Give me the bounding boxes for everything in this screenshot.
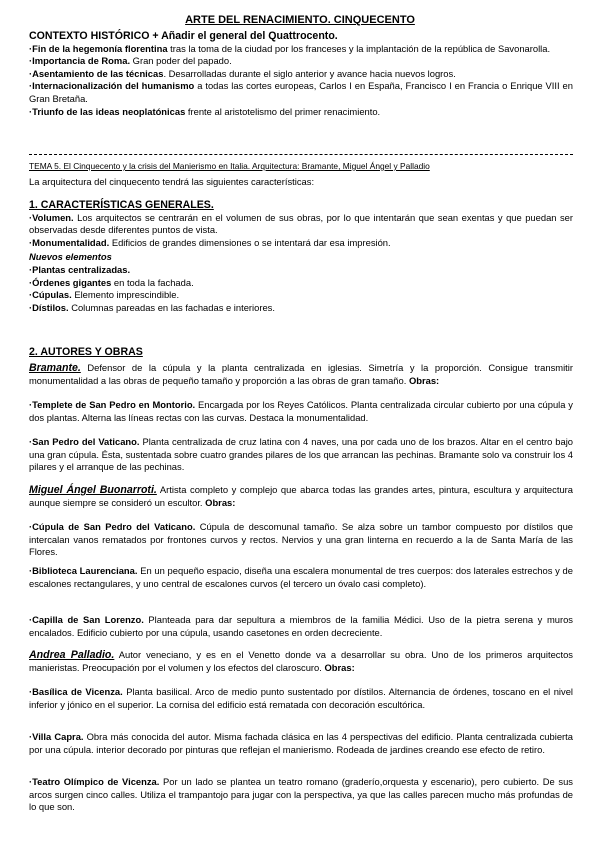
contexto-item xyxy=(29,68,573,81)
obras-label: Obras: xyxy=(324,661,355,673)
contexto-item xyxy=(29,43,573,56)
work-text: Planteada para dar sepultura a miembros de la familia Médici. Uso de la pietra serena y muros encalados. Edificio cubierto por una cúpula, usando casetones en orden decreciente. xyxy=(29,614,573,638)
item-term: ·Asentamiento de las técnicas xyxy=(29,67,164,79)
author-intro xyxy=(29,362,573,387)
author-intro xyxy=(29,649,573,674)
item-text: Columnas pareadas en las fachadas e interiores. xyxy=(68,301,275,313)
item-text: Edificios de grandes dimensiones o se intentará dar esa impresión. xyxy=(109,236,391,248)
item-text: en toda la fachada. xyxy=(111,276,194,288)
item-text: Elemento imprescindible. xyxy=(71,289,180,301)
obras-label: Obras: xyxy=(205,496,236,508)
work-text: Planta basilical. Arco de medio punto sustentado por dístilos. Alternancia de órdenes, toscano en el nivel inferior y jónico en el superior. La cornisa del edificio está rematada con decoración escultórica. xyxy=(29,686,573,710)
author-intro xyxy=(29,484,573,509)
work-term: ·Capilla de San Lorenzo. xyxy=(29,614,144,625)
author-bramante xyxy=(29,362,573,387)
work-text: Cúpula de descomunal tamaño. Se alza sobre un tambor compuesto por dístilos que intercalan vanos rematados por frontones curvos y rectos. Nervios y una gran linterna en recuerdo a la de Santa María de las Flores. xyxy=(29,521,573,558)
item-text: a todas las cortes europeas, Carlos I en España, Francisco I en Francia o Enrique VIII en Gran Bretaña. xyxy=(29,80,573,104)
work-text: En un pequeño espacio, diseña una escalera monumental de tres cuerpos: dos laterales estrechos y de escalones rectangulares, y uno central de escalones curvos (el tercero un óvalo casi completo). xyxy=(29,565,573,589)
work-text: Encargada por los Reyes Católicos. Planta centralizada circular cubierto por una cúpula y dos plantas. Alterna las líneas rectas con las curvas. Destaca la monumentalidad. xyxy=(29,399,573,423)
intro-text: La arquitectura del cinquecento tendrá las siguientes características: xyxy=(29,175,315,187)
item-term: ·Cúpulas. xyxy=(29,289,72,301)
item-term: ·Órdenes gigantes xyxy=(29,276,112,288)
item-term: ·Plantas centralizadas. xyxy=(29,263,131,275)
author-name: Miguel Ángel Buonarroti. xyxy=(29,484,157,496)
work-term: ·Teatro Olímpico de Vicenza. xyxy=(29,776,160,787)
work-text: Por un lado se plantea un teatro romano (graderío,orquesta y escenario), pero cubierto. De sus arcos surgen cinco calles. Utiliza el trampantojo para jugar con la perspectiva, ya que las calles parecen mucho más profundas de lo que son. xyxy=(29,776,573,813)
dashed-divider xyxy=(29,154,573,155)
work-item xyxy=(29,614,573,639)
element-item xyxy=(29,264,573,277)
item-text: . Desarrolladas durante el siglo anterior y avance hacia nuevos logros. xyxy=(163,67,456,79)
characteristic-item xyxy=(29,237,573,250)
work-term: ·Templete de San Pedro en Montorio. xyxy=(29,399,196,410)
element-item xyxy=(29,289,573,302)
author-name: Andrea Palladio. xyxy=(29,649,115,661)
item-term: ·Internacionalización del humanismo xyxy=(29,80,195,92)
author-text: Autor veneciano, y es en el Venetto donde va a desarrollar su obra. Uno de los primeros arquitectos manieristas. Preocupación por el volumen y los efectos del claroscuro. xyxy=(29,649,573,673)
contexto-heading: CONTEXTO HISTÓRICO + Añadir el general del Quattrocento. xyxy=(29,30,338,42)
author-text: Defensor de la cúpula y la planta centralizada en iglesias. Simetría y la proporción. Consigue transmitir monumentalidad a las obras de pequeño tamaño y proporción a las obras de gran tamaño. xyxy=(29,362,573,386)
work-text: Obra más conocida del autor. Misma fachada clásica en las 4 perspectivas del edificio. Planta centralizada cubierta por una cúpula. interior decorado por pinturas que reflejan el manierismo. Rodeada de jardines creando ese efecto de retiro. xyxy=(29,731,573,755)
topic-line: TEMA 5. El Cinquecento y la crisis del Manierismo en Italia. Arquitectura: Bramante, Miguel Ángel y Palladio xyxy=(29,161,430,171)
work-term: ·Cúpula de San Pedro del Vaticano. xyxy=(29,521,196,532)
obras-label: Obras: xyxy=(408,374,440,386)
work-term: ·Basílica de Vicenza. xyxy=(29,686,123,697)
item-text: Gran poder del papado. xyxy=(130,55,232,67)
contexto-item xyxy=(29,55,573,68)
item-text: Los arquitectos se centrarán en el volumen de sus obras, por lo que intentarán que sean exentas y que puedan ser observadas desde diferentes puntos de vista. xyxy=(29,211,573,236)
subheading-nuevos: Nuevos elementos xyxy=(29,251,112,263)
item-term: ·Dístilos. xyxy=(29,301,69,313)
work-item xyxy=(29,521,573,559)
contexto-item xyxy=(29,80,573,105)
work-item xyxy=(29,686,573,711)
element-item xyxy=(29,302,573,315)
characteristic-item xyxy=(29,212,573,237)
item-term: ·Monumentalidad. xyxy=(29,236,110,248)
author-miguel-angel xyxy=(29,484,573,509)
work-item xyxy=(29,399,573,424)
author-palladio xyxy=(29,649,573,674)
page-title: ARTE DEL RENACIMIENTO. CINQUECENTO xyxy=(185,14,415,26)
section-2-heading-block xyxy=(29,346,573,359)
work-item xyxy=(29,436,573,474)
work-item xyxy=(29,731,573,756)
section-2-heading: 2. AUTORES Y OBRAS xyxy=(29,346,143,358)
work-item xyxy=(29,565,573,590)
section-1 xyxy=(29,199,573,314)
item-text: frente al aristotelismo del primer renacimiento. xyxy=(185,105,381,117)
author-name: Bramante. xyxy=(29,362,81,374)
contexto-section xyxy=(29,30,573,118)
item-text: tras la toma de la ciudad por los franceses y la implantación de la república de Savonarolla. xyxy=(167,42,551,54)
work-term: ·Biblioteca Laurenciana. xyxy=(29,565,138,576)
contexto-item xyxy=(29,106,573,119)
item-term: ·Fin de la hegemonía florentina xyxy=(29,42,168,54)
work-text: Planta centralizada de cruz latina con 4 naves, una por cada uno de los brazos. Altar en el centro bajo una gran cúpula. Ésta, sustentada sobre cuatro grandes pilares de los que arrancan las pechinas. Bramante solo va construir los 4 pilares y el arranque de las pechinas. xyxy=(29,436,574,473)
author-text: Artista completo y complejo que abarca todas las grandes artes, pintura, escultura y arquitectura aunque siempre se consideró un escultor. xyxy=(29,484,573,508)
work-item xyxy=(29,776,573,814)
element-item xyxy=(29,277,573,290)
item-term: ·Importancia de Roma. xyxy=(29,55,131,67)
item-term: ·Triunfo de las ideas neoplatónicas xyxy=(29,105,186,117)
item-term: ·Volumen. xyxy=(29,211,74,223)
topic-block xyxy=(29,160,573,188)
work-term: ·San Pedro del Vaticano. xyxy=(29,436,140,447)
section-1-heading: 1. CARACTERÍSTICAS GENERALES. xyxy=(29,199,214,211)
work-term: ·Villa Capra. xyxy=(29,731,84,742)
